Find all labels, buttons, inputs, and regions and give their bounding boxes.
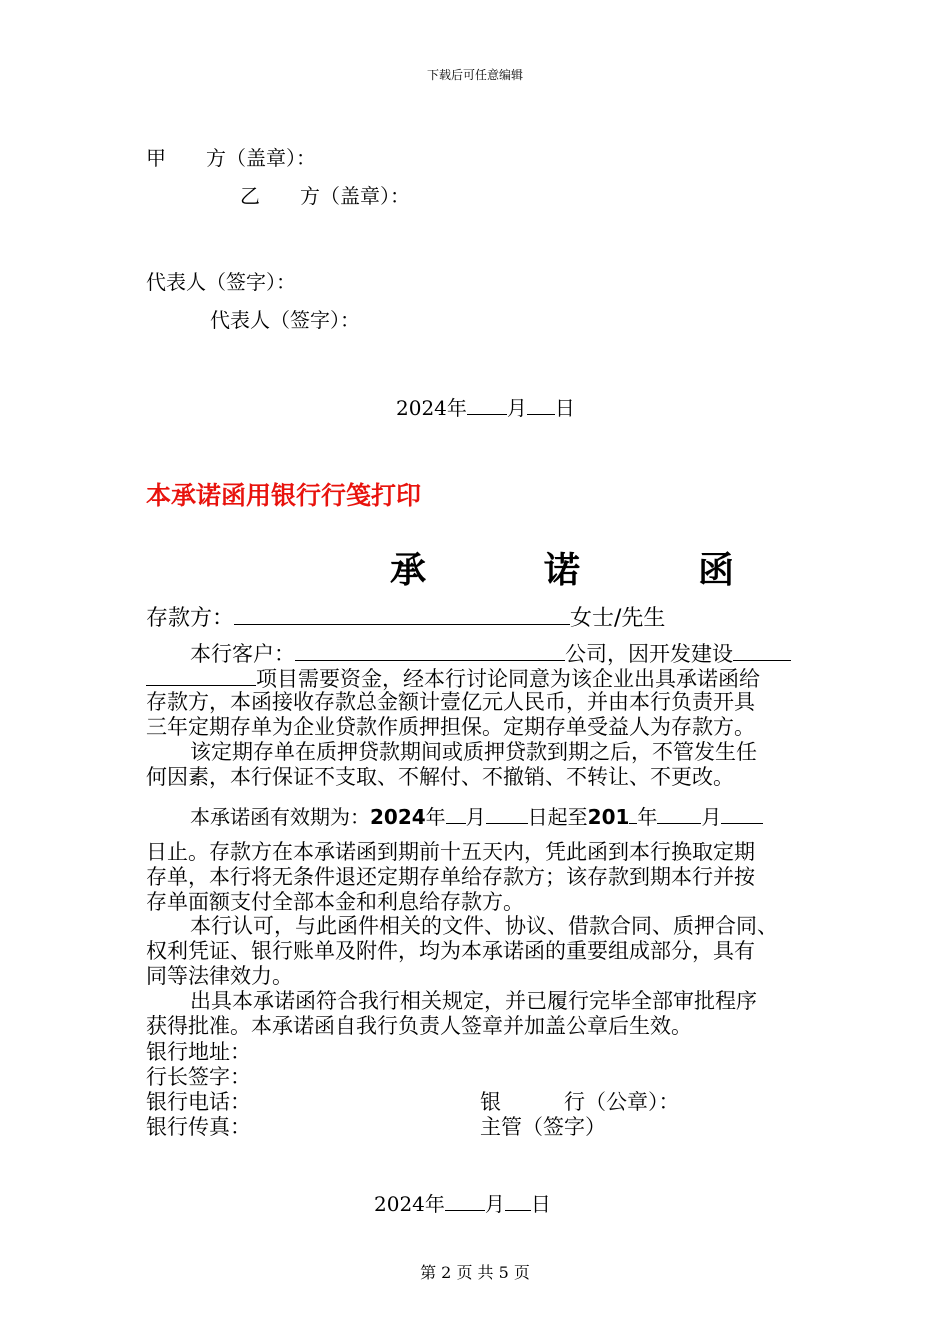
p3-c: 月	[465, 805, 486, 829]
rep-b-sign-label: 代表人（签字）：	[210, 308, 360, 332]
client-name-blank	[295, 640, 565, 661]
rep-a-sign-label: 代表人（签字）：	[146, 270, 296, 294]
p3-blank-month2	[657, 803, 701, 824]
date-month-unit: 月	[484, 1192, 505, 1216]
p1-line1	[190, 640, 791, 667]
p2-line1: 该定期存单在质押贷款期间或质押贷款到期之后，不管发生任	[190, 740, 757, 764]
p3-d: 日起至	[527, 805, 588, 829]
p3-blank-day1	[486, 803, 528, 824]
bank-address-label: 银行地址：	[146, 1040, 251, 1064]
bank-phone-label: 银行电话：	[146, 1090, 251, 1114]
supervisor-sign-label: 主管（签字）	[480, 1115, 606, 1139]
bank-fax-label: 银行传真：	[146, 1115, 251, 1139]
depositor-suffix: 女士/先生	[570, 606, 666, 631]
red-print-note: 本承诺函用银行行笺打印	[146, 481, 422, 510]
p3-year1: 2024	[370, 805, 426, 829]
p3-blank-day2	[721, 803, 763, 824]
p4-line3: 同等法律效力。	[146, 964, 293, 988]
date-year-unit: 年	[446, 396, 467, 420]
p2-line2: 何因素，本行保证不支取、不解付、不撤销、不转让、不更改。	[146, 765, 734, 789]
p3-line2: 日止。存款方在本承诺函到期前十五天内，凭此函到本行换取定期	[146, 840, 755, 864]
p4-line2: 权利凭证、银行账单及附件，均为本承诺函的重要组成部分，具有	[146, 939, 755, 963]
date-line-top	[396, 392, 575, 421]
date-year: 2024	[374, 1192, 425, 1216]
president-sign-label: 行长签字：	[146, 1065, 251, 1089]
p3-line3: 存单，本行将无条件退还定期存单给存款方；该存款到期本行并按	[146, 865, 755, 889]
letter-title	[390, 542, 734, 593]
p1-line2-text: 项目需要资金，经本行讨论同意为该企业出具承诺函给	[256, 667, 760, 691]
page-number-footer: 第 2 页 共 5 页	[420, 1263, 530, 1282]
month-blank	[467, 394, 507, 415]
p1-line4: 三年定期存单为企业贷款作质押担保。定期存单受益人为存款方。	[146, 715, 755, 739]
month-blank	[445, 1190, 485, 1211]
p1-line2	[146, 665, 760, 692]
p3-e: 年	[637, 805, 658, 829]
date-day-unit: 日	[554, 396, 575, 420]
p3-line4: 存单面额支付全部本金和利息给存款方。	[146, 890, 524, 914]
depositor-line	[146, 601, 665, 632]
p3-line1	[190, 803, 763, 830]
p3-f: 月	[701, 805, 722, 829]
page-header-note: 下载后可任意编辑	[426, 68, 523, 82]
title-char: 承	[390, 549, 427, 591]
p1-mid: 公司，因开发建设	[565, 642, 733, 666]
date-year-unit: 年	[424, 1192, 445, 1216]
party-b-seal-label: 乙 方（盖章）：	[240, 184, 410, 208]
p1-line3: 存款方，本函接收存款总金额计壹亿元人民币，并由本行负责开具	[146, 690, 755, 714]
p3-year2: 201	[587, 805, 630, 829]
bank-seal-label: 银 行（公章）：	[480, 1090, 680, 1114]
date-month-unit: 月	[506, 396, 527, 420]
p3-a: 本承诺函有效期为：	[190, 805, 370, 829]
title-char: 诺	[544, 549, 581, 591]
date-line-bottom	[374, 1188, 551, 1217]
p3-b: 年	[425, 805, 446, 829]
depositor-label: 存款方：	[146, 606, 235, 631]
day-blank	[527, 394, 555, 415]
p3-blank-month1	[446, 803, 466, 824]
project-blank-2	[146, 665, 256, 686]
date-year: 2024	[396, 396, 447, 420]
p5-line1: 出具本承诺函符合我行相关规定，并已履行完毕全部审批程序	[190, 989, 757, 1013]
party-a-seal-label: 甲 方（盖章）：	[146, 146, 316, 170]
day-blank	[505, 1190, 531, 1211]
p1-prefix: 本行客户：	[190, 642, 295, 666]
project-blank-1	[733, 640, 791, 661]
title-char: 函	[698, 549, 735, 591]
p4-line1: 本行认可，与此函件相关的文件、协议、借款合同、质押合同、	[190, 914, 778, 938]
depositor-blank	[234, 604, 570, 625]
p5-line2: 获得批准。本承诺函自我行负责人签章并加盖公章后生效。	[146, 1014, 692, 1038]
date-day-unit: 日	[530, 1192, 551, 1216]
